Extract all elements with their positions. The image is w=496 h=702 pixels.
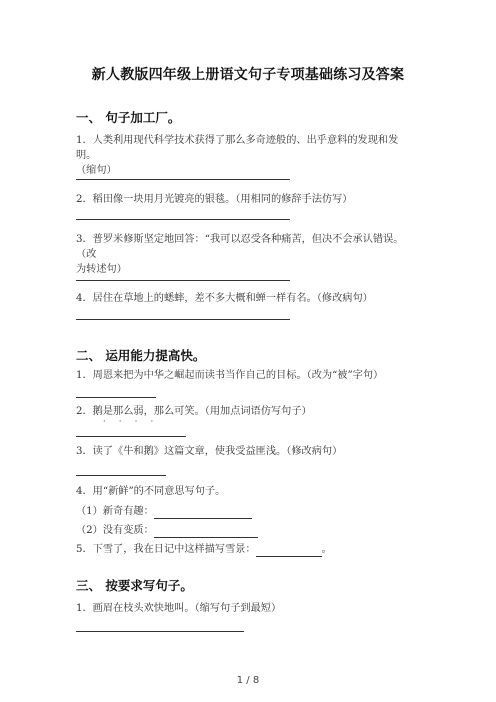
- question-2-4-sub2: [76, 523, 416, 538]
- answer-blank[interactable]: [256, 545, 322, 557]
- question-2-3: [76, 444, 416, 459]
- question-2-1: [76, 368, 416, 383]
- question-1-1: [76, 133, 416, 178]
- question-text: 1．人类利用现代科学技术获得了那么多奇迹般的、出乎意料的发现和发明。: [76, 135, 399, 161]
- answer-line[interactable]: [76, 475, 166, 476]
- question-2-4: [76, 484, 416, 499]
- question-1-2: [76, 192, 416, 207]
- page-number: 1 / 8: [236, 675, 260, 686]
- question-text: 3．普罗米修斯坚定地回答：“我可以忍受各种痛苦，但决不会承认错误。（改: [76, 234, 404, 260]
- answer-line[interactable]: [76, 319, 290, 320]
- answer-blank[interactable]: [154, 526, 258, 538]
- question-text: 4．用“新鲜”的不同意思写句子。: [76, 486, 226, 497]
- section-heading-2: 二、 运用能力提高快。: [76, 348, 206, 363]
- answer-line[interactable]: [76, 280, 290, 281]
- question-text: 3．读了《牛和鹅》这篇文章，使我受益匪浅。（修改病句）: [76, 446, 343, 457]
- question-3-1: [76, 601, 416, 616]
- answer-blank[interactable]: [154, 507, 252, 519]
- emphasis-dots: · · · ·: [103, 417, 159, 426]
- question-2-4-sub1: [76, 504, 416, 519]
- question-text: 2．稻田像一块用月光镀亮的银毯。（用相同的修辞手法仿写）: [76, 194, 353, 205]
- question-text: 2．鹅是那么弱，那么可笑。（用加点词语仿写句子）: [76, 406, 312, 417]
- question-text: 4．居住在草地上的蟋蟀，差不多大概和蝉一样有名。（修改病句）: [76, 293, 373, 304]
- question-1-3: [76, 232, 416, 277]
- question-text: 1．画眉在枝头欢快地叫。（缩写句子到最短）: [76, 603, 282, 614]
- sub-label: （1）新奇有趣：: [76, 506, 154, 517]
- sub-label: （2）没有变质：: [76, 525, 154, 536]
- answer-line[interactable]: [76, 631, 244, 632]
- answer-line[interactable]: [76, 179, 290, 180]
- question-text-end: 。: [321, 544, 332, 555]
- question-text: 5．下雪了，我在日记中这样描写雪景：: [76, 544, 256, 555]
- question-text: 1．周恩来把为中华之崛起而读书当作自己的目标。（改为“被”字句）: [76, 370, 384, 381]
- question-1-4: [76, 291, 416, 306]
- section-heading-1: 一、 句子加工厂。: [76, 110, 181, 125]
- question-2-5: [76, 542, 416, 557]
- answer-line[interactable]: [76, 397, 156, 398]
- document-title: 新人教版四年级上册语文句子专项基础练习及答案: [91, 67, 405, 83]
- question-text-cont: 为转述句）: [76, 264, 127, 275]
- section-heading-3: 三、 按要求写句子。: [76, 578, 193, 593]
- answer-line[interactable]: [76, 436, 186, 437]
- question-text-cont: （缩句）: [76, 165, 117, 176]
- answer-line[interactable]: [76, 219, 290, 220]
